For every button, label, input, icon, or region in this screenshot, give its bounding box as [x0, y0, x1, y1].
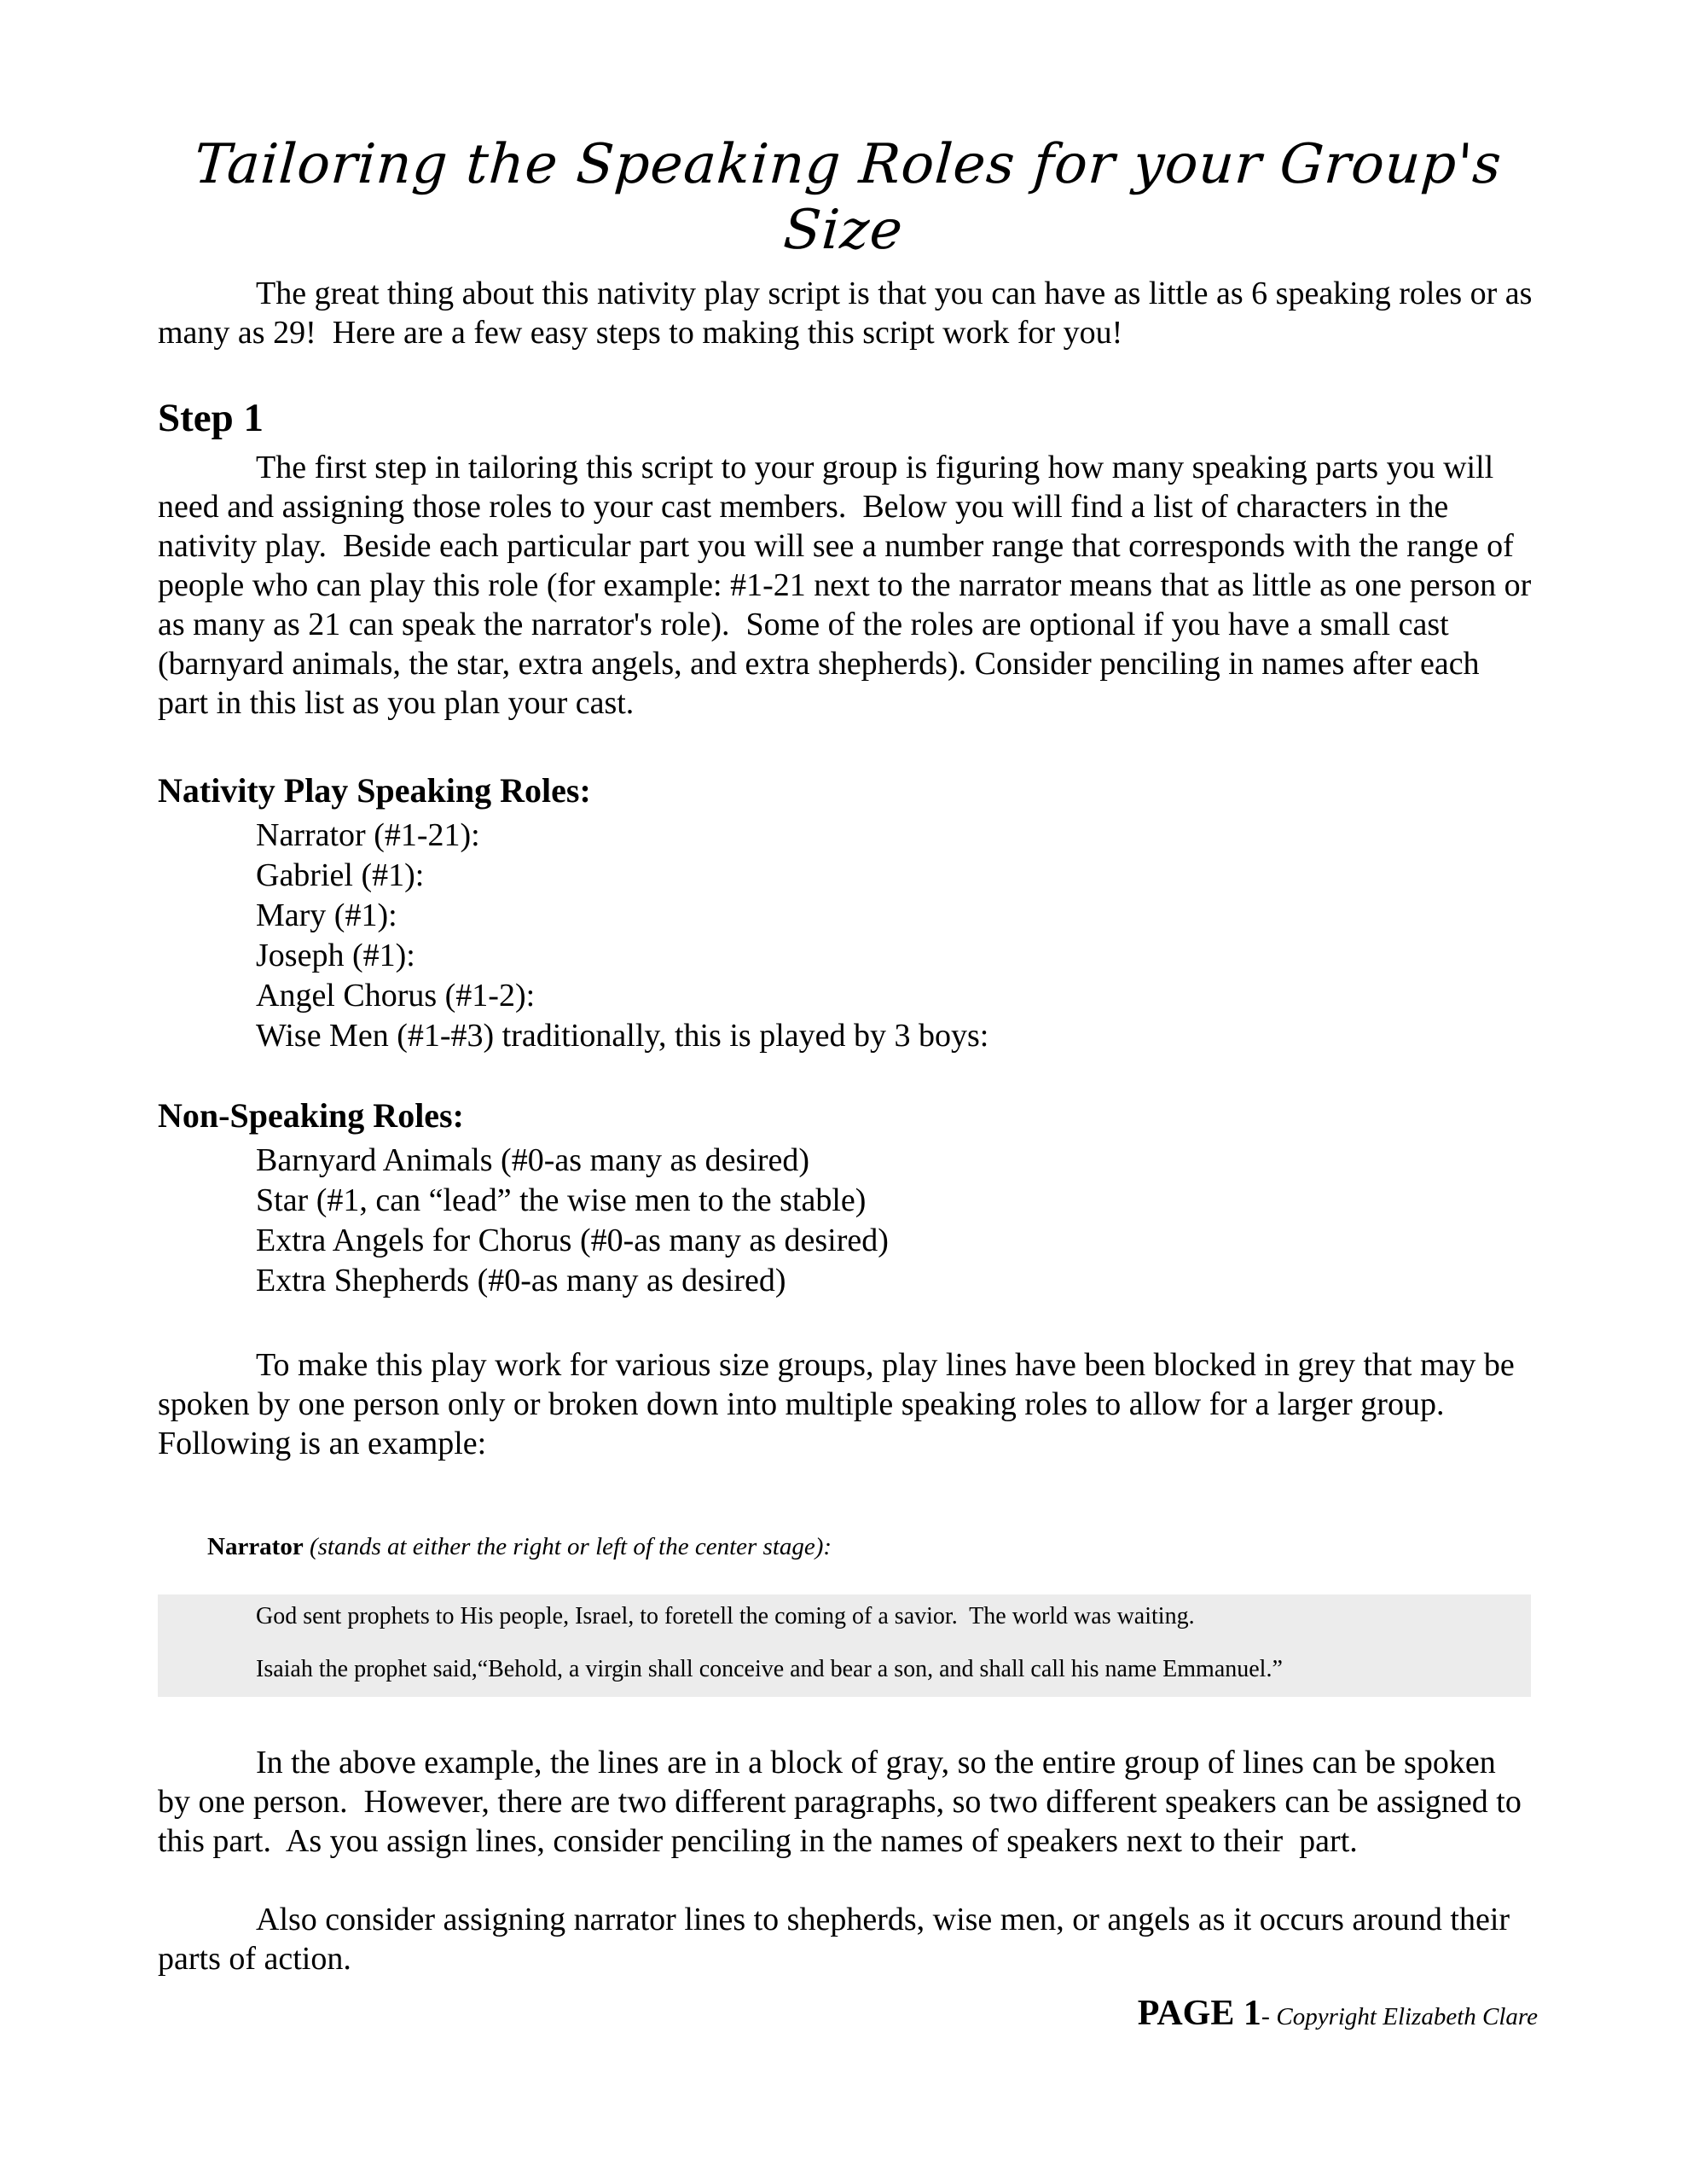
- intro-paragraph: The great thing about this nativity play script is that you can have as little as 6 speaking roles or as many as 29! Here are a few easy steps to making this script work for you!: [158, 275, 1540, 351]
- speaker-line: [158, 1501, 1533, 1593]
- step1-paragraph: The first step in tailoring this script to your group is figuring how many speaking parts you will need and assigning those roles to your cast members. Below you will find a list of characters in the nativity play. Beside each particular part you will see a number range that corresponds with the range of people who can play this role (for example: #1-21 next to the narrator means that as little as one person or as many as 21 can speak the narrator's role). Some of the roles are optional if you have a small cast (barnyard animals, the star, extra angels, and extra shepherds). Consider penciling in names after each part in this list as you plan your cast.: [158, 449, 1539, 721]
- narrator-line-1: God sent prophets to His people, Israel, to foretell the coming of a savior. The world was waiting.: [256, 1602, 1195, 1629]
- step1-heading: Step 1: [158, 395, 264, 440]
- highlighted-lines: [158, 1594, 1531, 1697]
- footer-separator: -: [1261, 2002, 1277, 2030]
- non-speaking-roles-heading: Non-Speaking Roles:: [158, 1095, 464, 1135]
- role-item-extra-shepherds: Extra Shepherds (#0-as many as desired): [256, 1262, 786, 1298]
- grey-blocks-paragraph: To make this play work for various size groups, play lines have been blocked in grey that may be spoken by one person only or broken down into multiple speaking roles to allow for a larger group. Following is an example:: [158, 1346, 1523, 1461]
- non-speaking-roles-list: [158, 1141, 1533, 1301]
- role-item-narrator: Narrator (#1-21):: [256, 816, 480, 853]
- script-example: [158, 1501, 1533, 1697]
- role-item-barnyard-animals: Barnyard Animals (#0-as many as desired): [256, 1141, 809, 1178]
- closing-paragraph: Also consider assigning narrator lines to shepherds, wise men, or angels as it occurs around their parts of action.: [158, 1901, 1518, 1977]
- explanation-paragraph: In the above example, the lines are in a block of gray, so the entire group of lines can be spoken by one person. However, there are two different paragraphs, so two different speakers can be assigned to this part. As you assign lines, consider penciling in the names of speakers next to their part.: [158, 1744, 1530, 1859]
- copyright-text: Copyright Elizabeth Clare: [1276, 2003, 1538, 2030]
- role-item-mary: Mary (#1):: [256, 897, 397, 933]
- stage-direction: (stands at either the right or left of the center stage):: [303, 1532, 832, 1560]
- speaking-roles-list: [158, 816, 1533, 1056]
- role-item-star: Star (#1, can “lead” the wise men to the stable): [256, 1182, 867, 1218]
- role-item-wise-men: Wise Men (#1-#3) traditionally, this is played by 3 boys:: [256, 1017, 989, 1054]
- speaking-roles-heading: Nativity Play Speaking Roles:: [158, 770, 591, 810]
- narrator-line-2: Isaiah the prophet said,“Behold, a virgin shall conceive and bear a son, and shall call his name Emmanuel.”: [256, 1655, 1283, 1682]
- page-footer: [1124, 1978, 1538, 2049]
- speaker-name: Narrator: [207, 1532, 304, 1560]
- role-item-joseph: Joseph (#1):: [256, 937, 415, 973]
- role-item-extra-angels: Extra Angels for Chorus (#0-as many as desired): [256, 1222, 889, 1258]
- role-item-gabriel: Gabriel (#1):: [256, 857, 425, 893]
- page-title: Tailoring the Speaking Roles for your Group's Size: [192, 133, 1504, 262]
- role-item-angel-chorus: Angel Chorus (#1-2):: [256, 977, 536, 1014]
- page-number-label: PAGE 1: [1137, 1994, 1261, 2033]
